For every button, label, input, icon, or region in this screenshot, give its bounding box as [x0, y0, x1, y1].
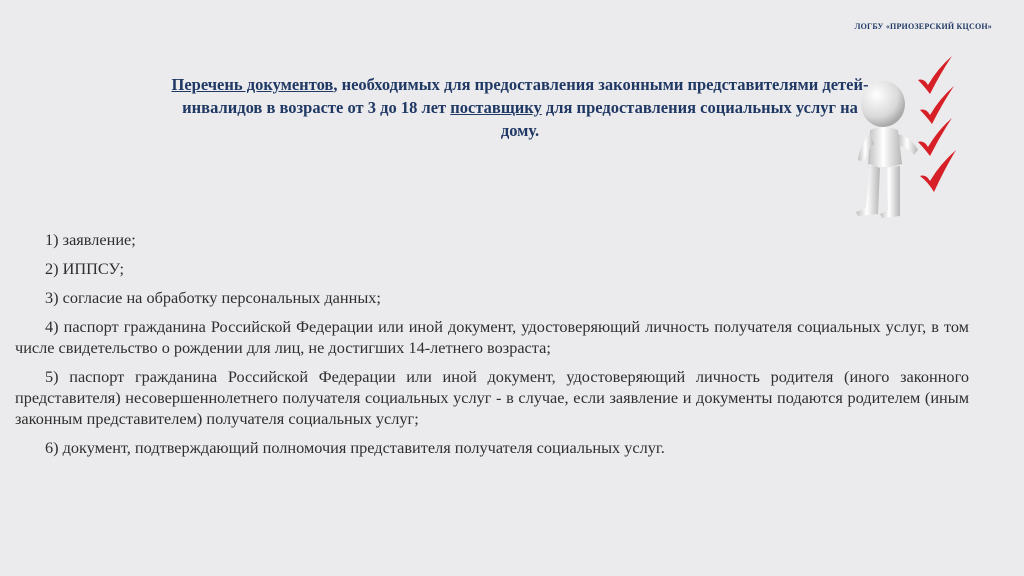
page-title	[170, 73, 870, 142]
person-with-checklist-icon	[848, 52, 964, 224]
list-item: 4) паспорт гражданина Российской Федерации или иной документ, удостоверяющий личность получателя социальных услуг, в том числе свидетельство о рождении для лиц, не достигших 14-летнего возраста;	[15, 317, 969, 357]
list-item: 2) ИППСУ;	[45, 259, 124, 278]
documents-list	[15, 229, 969, 466]
title-part-4: для предоставления социальных услуг на дому.	[500, 98, 858, 140]
list-item: 3) согласие на обработку персональных данных;	[45, 288, 381, 307]
list-item: 6) документ, подтверждающий полномочия представителя получателя социальных услуг.	[45, 438, 665, 457]
title-part-2: , необходимых для предоставления законными представителями детей-инвалидов в возрасте от 3 до 18 лет	[182, 75, 869, 117]
organization-name: ЛОГБУ «ПРИОЗЕРСКИЙ КЦСОН»	[854, 22, 992, 31]
list-item: 5) паспорт гражданина Российской Федерации или иной документ, удостоверяющий личность родителя (иного законного представителя) несовершеннолетнего получателя социальных услуг - в случае, если заявление и документы подаются родителем (иным законным представителем) получателя социальных услуг;	[15, 367, 969, 428]
list-item: 1) заявление;	[45, 230, 136, 249]
title-part-3: поставщику	[450, 98, 542, 117]
title-part-1: Перечень документов	[171, 75, 334, 94]
